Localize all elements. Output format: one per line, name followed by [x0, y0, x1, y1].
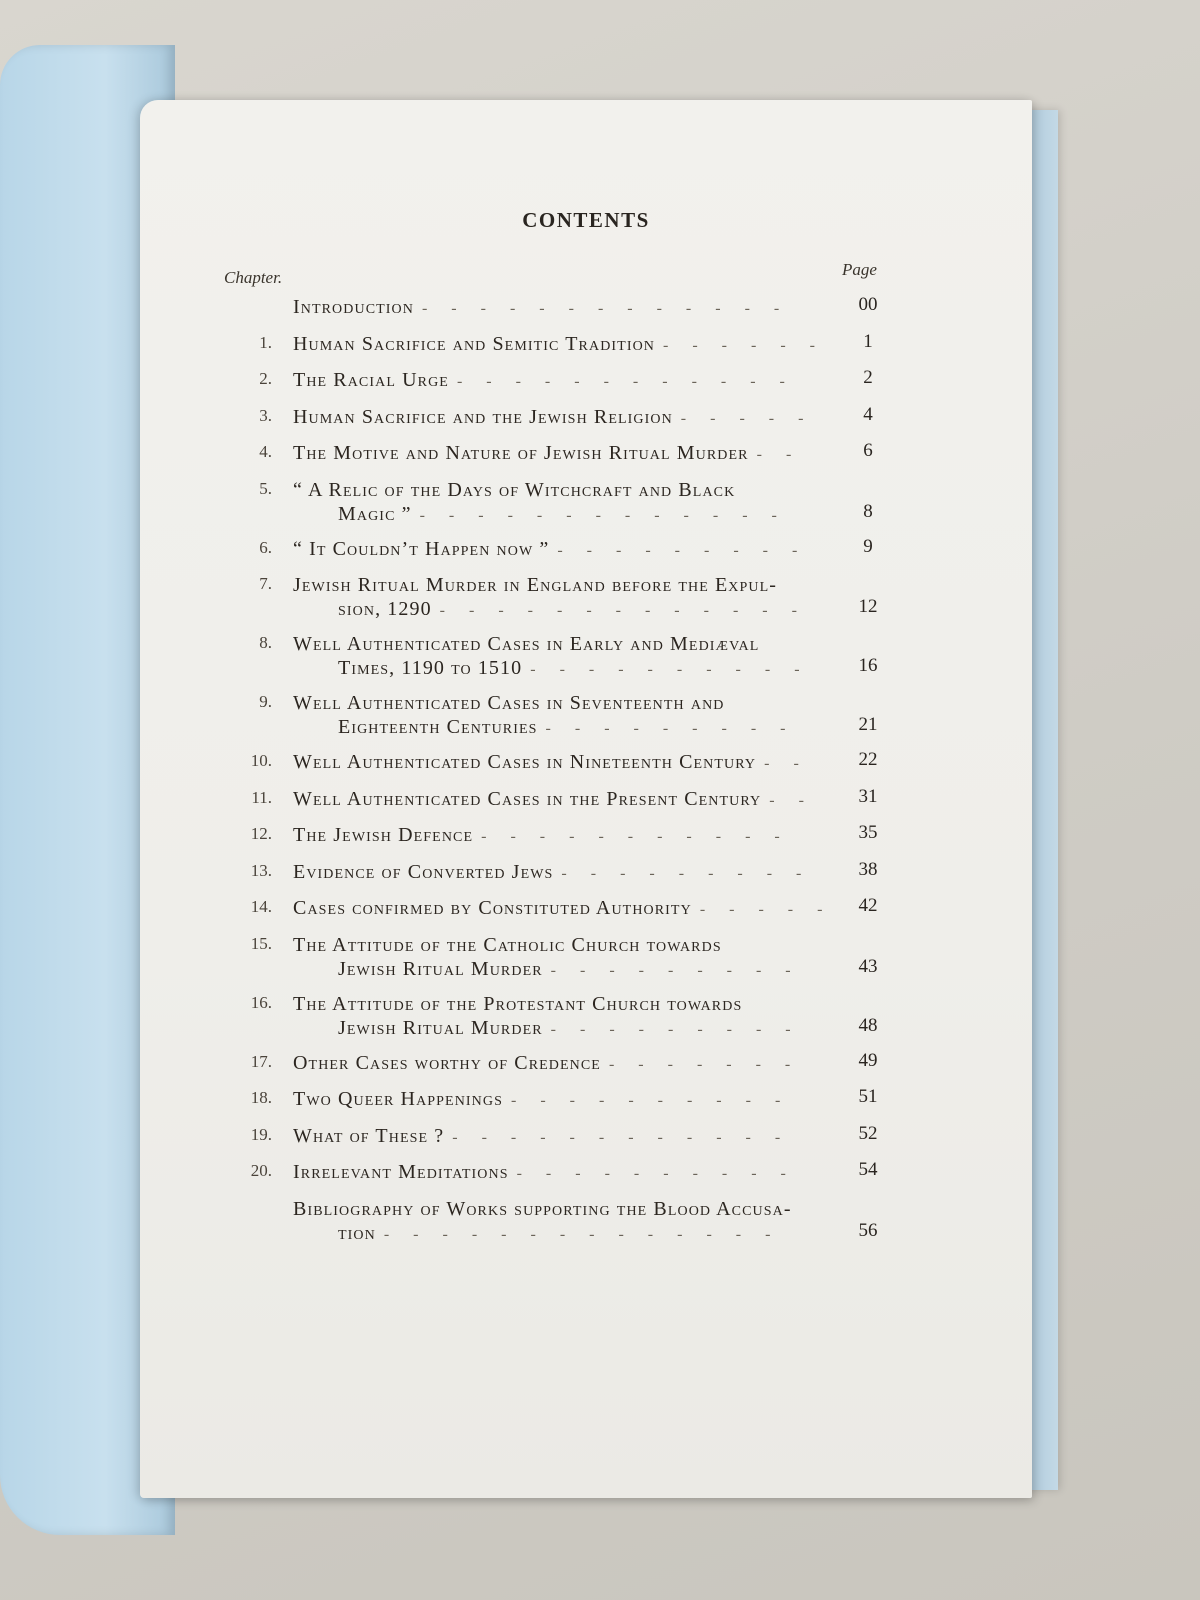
- chapter-title: What of These ?: [293, 1124, 445, 1147]
- chapter-title: “ It Couldn’t Happen now ”: [293, 537, 550, 560]
- page-number: 51: [858, 1086, 878, 1107]
- dot-leader: - - - - - -: [663, 336, 815, 354]
- page-column-label: Page: [842, 260, 877, 279]
- page-number: 38: [858, 858, 878, 880]
- dot-leader: - - - - - - - - -: [550, 961, 807, 979]
- chapter-title: Human Sacrifice and Semitic Tradition: [293, 332, 656, 355]
- chapter-title: Jewish Ritual Murder in England before the Expul-: [293, 574, 777, 596]
- page-number: 2: [863, 367, 873, 388]
- dot-leader: - - - - - - - - - - - -: [452, 1128, 797, 1146]
- chapter-title: Evidence of Converted Jews: [293, 860, 554, 883]
- chapter-title: Cases confirmed by Constituted Authority: [293, 897, 692, 919]
- chapter-number: 3.: [259, 405, 272, 425]
- dot-leader: - - - - - - - - - - - - -: [419, 506, 797, 524]
- page-number: 21: [858, 714, 878, 735]
- dot-leader: - -: [764, 755, 799, 772]
- chapter-title: Well Authenticated Cases in Early and Mediæval: [293, 633, 760, 655]
- chapter-title: Times, 1190 to 1510: [338, 657, 523, 679]
- dot-leader: - - - - - - - - -: [545, 720, 806, 737]
- page-number: 54: [858, 1159, 878, 1180]
- chapter-number: 10.: [250, 751, 272, 770]
- chapter-number: 20.: [250, 1161, 272, 1180]
- dot-leader: - - - - - - - - -: [557, 541, 810, 559]
- chapter-title: Well Authenticated Cases in the Present Century: [293, 787, 762, 810]
- chapter-title: Well Authenticated Cases in Nineteenth Century: [293, 751, 757, 773]
- chapter-number: 13.: [250, 860, 272, 880]
- dot-leader: - - - - -: [680, 409, 804, 427]
- dot-leader: - - - - - - - - - -: [530, 661, 808, 678]
- chapter-column-label: Chapter.: [224, 268, 283, 287]
- dot-leader: - - - - - - -: [608, 1055, 811, 1073]
- page-number: 48: [858, 1014, 878, 1036]
- dot-leader: - -: [769, 791, 804, 809]
- chapter-title: Bibliography of Works supporting the Blood Accusa-: [293, 1197, 792, 1220]
- chapter-number: 6.: [259, 537, 272, 557]
- chapter-title: The Attitude of the Catholic Church towards: [293, 933, 722, 956]
- dot-leader: - - - - - - - - - - - - - -: [383, 1225, 791, 1243]
- chapter-number: 1.: [259, 332, 272, 352]
- page-number: 6: [863, 440, 873, 461]
- chapter-title: The Racial Urge: [293, 369, 449, 391]
- chapter-title: Jewish Ritual Murder: [338, 957, 543, 980]
- page-number: 1: [863, 330, 873, 352]
- page-number: 8: [863, 500, 873, 522]
- dot-leader: - -: [756, 446, 792, 463]
- dot-leader: - - - - - - - - -: [561, 864, 810, 882]
- dot-leader: - - - - - - - - - - - - -: [421, 300, 796, 317]
- chapter-title: Introduction: [293, 296, 414, 318]
- chapter-title: The Motive and Nature of Jewish Ritual Murder: [293, 442, 749, 464]
- page-number: 35: [858, 822, 878, 843]
- chapter-title: Jewish Ritual Murder: [338, 1016, 543, 1039]
- dot-leader: - - - - - - - - -: [550, 1020, 807, 1038]
- chapter-number: 17.: [250, 1051, 272, 1071]
- chapter-number: 18.: [250, 1088, 272, 1107]
- page-number: 16: [858, 655, 878, 676]
- page-number: 56: [858, 1219, 878, 1241]
- dot-leader: - - - - - - - - - - - -: [456, 373, 797, 390]
- dot-leader: - - - - -: [699, 901, 823, 918]
- chapter-title: The Jewish Defence: [293, 824, 474, 846]
- chapter-number: 16.: [250, 992, 272, 1012]
- chapter-number: 5.: [259, 478, 272, 498]
- chapter-number: 15.: [250, 933, 272, 953]
- chapter-title: Eighteenth Centuries: [338, 716, 538, 738]
- chapter-number: 7.: [259, 574, 272, 593]
- chapter-title: Human Sacrifice and the Jewish Religion: [293, 405, 673, 428]
- dot-leader: - - - - - - - - - - -: [481, 828, 800, 845]
- chapter-number: 8.: [259, 633, 272, 652]
- page-number: 9: [863, 535, 873, 557]
- chapter-title: Other Cases worthy of Credence: [293, 1051, 601, 1074]
- page-heading: CONTENTS: [522, 208, 650, 232]
- chapter-number: 14.: [250, 897, 272, 916]
- chapter-number: 11.: [251, 787, 272, 807]
- dot-leader: - - - - - - - - - - - - -: [439, 602, 797, 619]
- page-number: 22: [858, 749, 878, 770]
- chapter-title: “ A Relic of the Days of Witchcraft and Black: [293, 478, 736, 501]
- chapter-number: 12.: [250, 824, 272, 843]
- chapter-number: 2.: [259, 369, 272, 388]
- chapter-title: Well Authenticated Cases in Seventeenth and: [293, 692, 725, 714]
- chapter-number: 4.: [259, 442, 272, 461]
- dot-leader: - - - - - - - - - -: [511, 1092, 805, 1109]
- page-number: 12: [858, 596, 878, 617]
- chapter-number: 9.: [259, 692, 272, 711]
- page-number: 43: [858, 955, 878, 977]
- chapter-title: tion: [338, 1221, 376, 1244]
- chapter-title: Magic ”: [338, 502, 412, 525]
- dot-leader: - - - - - - - - - -: [516, 1165, 806, 1182]
- contents-page: [140, 100, 1032, 1498]
- page-number: 52: [858, 1122, 878, 1144]
- page-number: 4: [863, 403, 873, 425]
- chapter-title: Two Queer Happenings: [293, 1088, 503, 1110]
- page-number: 49: [858, 1049, 878, 1071]
- chapter-title: The Attitude of the Protestant Church towards: [293, 992, 743, 1015]
- chapter-number: 19.: [250, 1124, 272, 1144]
- page-number: 00: [858, 294, 878, 315]
- chapter-title: Irrelevant Meditations: [293, 1161, 509, 1183]
- chapter-title: sion, 1290: [338, 598, 432, 620]
- page-number: 31: [858, 785, 878, 807]
- page-number: 42: [858, 895, 878, 916]
